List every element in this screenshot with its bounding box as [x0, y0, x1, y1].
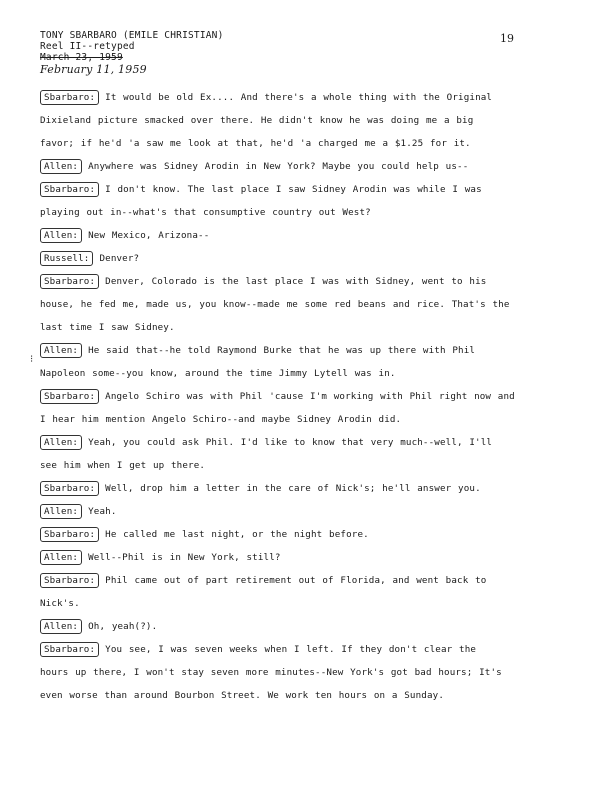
dialogue-text: see him when I get up there.: [40, 460, 206, 471]
speaker-label: Sbarbaro:: [40, 642, 99, 657]
dialogue-line: [40, 500, 572, 523]
dialogue-entry: [40, 523, 572, 546]
speaker-label: Allen:: [40, 504, 82, 519]
dialogue-line: [40, 684, 572, 707]
dialogue-entry: [40, 224, 572, 247]
dialogue-line: [40, 247, 572, 270]
dialogue-line: [40, 569, 572, 592]
dialogue-entry: [40, 339, 572, 385]
dialogue-line: [40, 546, 572, 569]
dialogue-text: It would be old Ex.... And there's a whole thing with the Original: [105, 92, 493, 103]
dialogue-line: [40, 293, 572, 316]
dialogue-entry: [40, 615, 572, 638]
dialogue-line: [40, 316, 572, 339]
dialogue-line: [40, 362, 572, 385]
dialogue-text: Well--Phil is in New York, still?: [88, 552, 281, 563]
dialogue-text: hours up there, I won't stay seven more minutes--New York's got bad hours; It's: [40, 667, 502, 678]
header-struck-date: March 23, 1959: [40, 52, 123, 63]
dialogue-line: [40, 155, 572, 178]
speaker-label: Russell:: [40, 251, 93, 266]
dialogue-text: He called me last night, or the night before.: [105, 529, 369, 540]
dialogue-entry: [40, 86, 572, 155]
dialogue-entry: [40, 178, 572, 224]
dialogue-line: [40, 224, 572, 247]
header-reel: Reel II--retyped: [40, 41, 135, 52]
dialogue-line: [40, 385, 572, 408]
header-handwritten-date: February 11, 1959: [40, 63, 147, 76]
dialogue-text: last time I saw Sidney.: [40, 322, 175, 333]
speaker-label: Sbarbaro:: [40, 274, 99, 289]
speaker-label: Sbarbaro:: [40, 182, 99, 197]
dialogue-line: [40, 109, 572, 132]
dialogue-entry: [40, 155, 572, 178]
dialogue-text: playing out in--what's that consumptive country out West?: [40, 207, 371, 218]
dialogue-line: [40, 638, 572, 661]
margin-mark: ⁝: [30, 354, 34, 365]
dialogue-text: I hear him mention Angelo Schiro--and maybe Sidney Arodin did.: [40, 414, 402, 425]
dialogue-line: [40, 431, 572, 454]
dialogue-text: I don't know. The last place I saw Sidney Arodin was while I was: [105, 184, 482, 195]
dialogue-text: Dixieland picture smacked over there. He didn't know he was doing me a big: [40, 115, 474, 126]
dialogue-text: Angelo Schiro was with Phil 'cause I'm working with Phil right now and: [105, 391, 515, 402]
dialogue-line: [40, 132, 572, 155]
dialogue-line: [40, 592, 572, 615]
dialogue-text: Anywhere was Sidney Arodin in New York? Maybe you could help us--: [88, 161, 469, 172]
dialogue-entry: [40, 638, 572, 707]
dialogue-line: [40, 477, 572, 500]
dialogue-line: [40, 270, 572, 293]
dialogue-list: [40, 86, 572, 707]
dialogue-line: [40, 339, 572, 362]
page-number: 19: [500, 32, 514, 45]
dialogue-entry: [40, 431, 572, 477]
speaker-label: Allen:: [40, 159, 82, 174]
dialogue-line: [40, 201, 572, 224]
speaker-label: Sbarbaro:: [40, 527, 99, 542]
dialogue-text: Denver, Colorado is the last place I was with Sidney, went to his: [105, 276, 487, 287]
dialogue-text: Nick's.: [40, 598, 80, 609]
dialogue-text: Oh, yeah(?).: [88, 621, 158, 632]
dialogue-text: favor; if he'd 'a saw me look at that, he'd 'a charged me a $1.25 for it.: [40, 138, 471, 149]
dialogue-text: Yeah, you could ask Phil. I'd like to know that very much--well, I'll: [88, 437, 493, 448]
dialogue-entry: [40, 385, 572, 431]
dialogue-line: [40, 178, 572, 201]
dialogue-entry: [40, 270, 572, 339]
dialogue-text: Napoleon some--you know, around the time Jimmy Lytell was in.: [40, 368, 396, 379]
speaker-label: Sbarbaro:: [40, 389, 99, 404]
dialogue-entry: [40, 247, 572, 270]
speaker-label: Sbarbaro:: [40, 481, 99, 496]
dialogue-text: Phil came out of part retirement out of Florida, and went back to: [105, 575, 487, 586]
dialogue-text: even worse than around Bourbon Street. We work ten hours on a Sunday.: [40, 690, 445, 701]
dialogue-text: He said that--he told Raymond Burke that he was up there with Phil: [88, 345, 476, 356]
dialogue-text: Denver?: [99, 253, 140, 264]
dialogue-line: [40, 408, 572, 431]
speaker-label: Allen:: [40, 619, 82, 634]
dialogue-line: [40, 523, 572, 546]
dialogue-entry: [40, 477, 572, 500]
document-header: [40, 30, 224, 75]
dialogue-entry: [40, 500, 572, 523]
speaker-label: Allen:: [40, 435, 82, 450]
dialogue-text: Yeah.: [88, 506, 117, 517]
speaker-label: Allen:: [40, 550, 82, 565]
dialogue-line: [40, 86, 572, 109]
dialogue-line: [40, 615, 572, 638]
speaker-label: Sbarbaro:: [40, 573, 99, 588]
dialogue-text: New Mexico, Arizona--: [88, 230, 210, 241]
dialogue-entry: [40, 569, 572, 615]
speaker-label: Allen:: [40, 343, 82, 358]
speaker-label: Allen:: [40, 228, 82, 243]
speaker-label: Sbarbaro:: [40, 90, 99, 105]
dialogue-text: house, he fed me, made us, you know--made me some red beans and rice. That's the: [40, 299, 510, 310]
dialogue-entry: [40, 546, 572, 569]
header-title: TONY SBARBARO (EMILE CHRISTIAN): [40, 30, 224, 41]
dialogue-text: Well, drop him a letter in the care of Nick's; he'll answer you.: [105, 483, 481, 494]
dialogue-line: [40, 454, 572, 477]
dialogue-text: You see, I was seven weeks when I left. If they don't clear the: [105, 644, 477, 655]
dialogue-line: [40, 661, 572, 684]
